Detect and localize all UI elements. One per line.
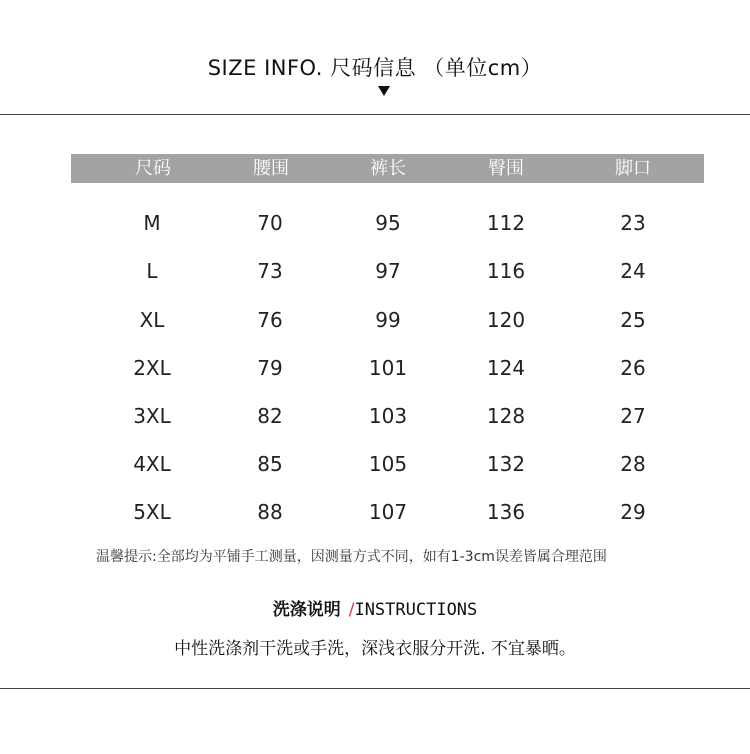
table-row (0, 500, 750, 530)
table-cell: 85 (257, 452, 283, 476)
wash-instructions-text: 中性洗涤剂干洗或手洗，深浅衣服分开洗. 不宜暴晒。 (174, 639, 576, 659)
table-cell: 25 (620, 308, 646, 332)
table-cell: 26 (620, 356, 646, 380)
wash-title-zh: 洗涤说明 (272, 600, 341, 620)
table-cell: XL (139, 308, 165, 332)
col-header-length: 裤长 (370, 158, 406, 179)
wash-title-en: INSTRUCTIONS (354, 600, 478, 620)
table-cell: 70 (257, 211, 283, 235)
table-cell: 136 (486, 500, 526, 524)
table-cell: 128 (486, 404, 526, 428)
table-cell: M (143, 211, 161, 235)
table-row (0, 356, 750, 386)
table-cell: 97 (375, 259, 401, 283)
table-cell: L (146, 259, 158, 283)
table-cell: 29 (620, 500, 646, 524)
table-cell: 120 (486, 308, 526, 332)
col-header-hip: 臀围 (488, 158, 524, 179)
measurement-note: 温馨提示:全部均为平铺手工测量，因测量方式不同，如有1-3cm误差皆属合理范围 (96, 549, 607, 565)
table-cell: 112 (486, 211, 526, 235)
table-row (0, 211, 750, 241)
table-row (0, 308, 750, 338)
col-header-size: 尺码 (135, 158, 171, 179)
table-cell: 88 (257, 500, 283, 524)
table-cell: 23 (620, 211, 646, 235)
table-cell: 103 (368, 404, 408, 428)
table-cell: 4XL (133, 452, 171, 476)
table-cell: 76 (257, 308, 283, 332)
table-cell: 73 (257, 259, 283, 283)
wash-instructions-title (0, 595, 750, 620)
size-table-header (71, 154, 704, 183)
table-cell: 99 (375, 308, 401, 332)
table-cell: 107 (368, 500, 408, 524)
table-cell: 132 (486, 452, 526, 476)
bottom-divider (0, 688, 750, 689)
page-title: SIZE INFO. 尺码信息 （单位cm） (207, 56, 543, 80)
table-cell: 28 (620, 452, 646, 476)
table-cell: 116 (486, 259, 526, 283)
table-row (0, 404, 750, 434)
table-cell: 3XL (133, 404, 171, 428)
table-row (0, 452, 750, 482)
down-arrow-icon (378, 86, 390, 96)
table-cell: 82 (257, 404, 283, 428)
table-cell: 124 (486, 356, 526, 380)
table-row (0, 259, 750, 289)
table-cell: 5XL (133, 500, 171, 524)
top-divider (0, 114, 750, 115)
table-cell: 101 (368, 356, 408, 380)
table-cell: 79 (257, 356, 283, 380)
table-cell: 24 (620, 259, 646, 283)
table-cell: 2XL (133, 356, 171, 380)
table-cell: 95 (375, 211, 401, 235)
table-cell: 27 (620, 404, 646, 428)
col-header-hem: 脚口 (615, 158, 651, 179)
col-header-waist: 腰围 (253, 158, 289, 179)
table-cell: 105 (368, 452, 408, 476)
title-slash: / (348, 600, 355, 620)
